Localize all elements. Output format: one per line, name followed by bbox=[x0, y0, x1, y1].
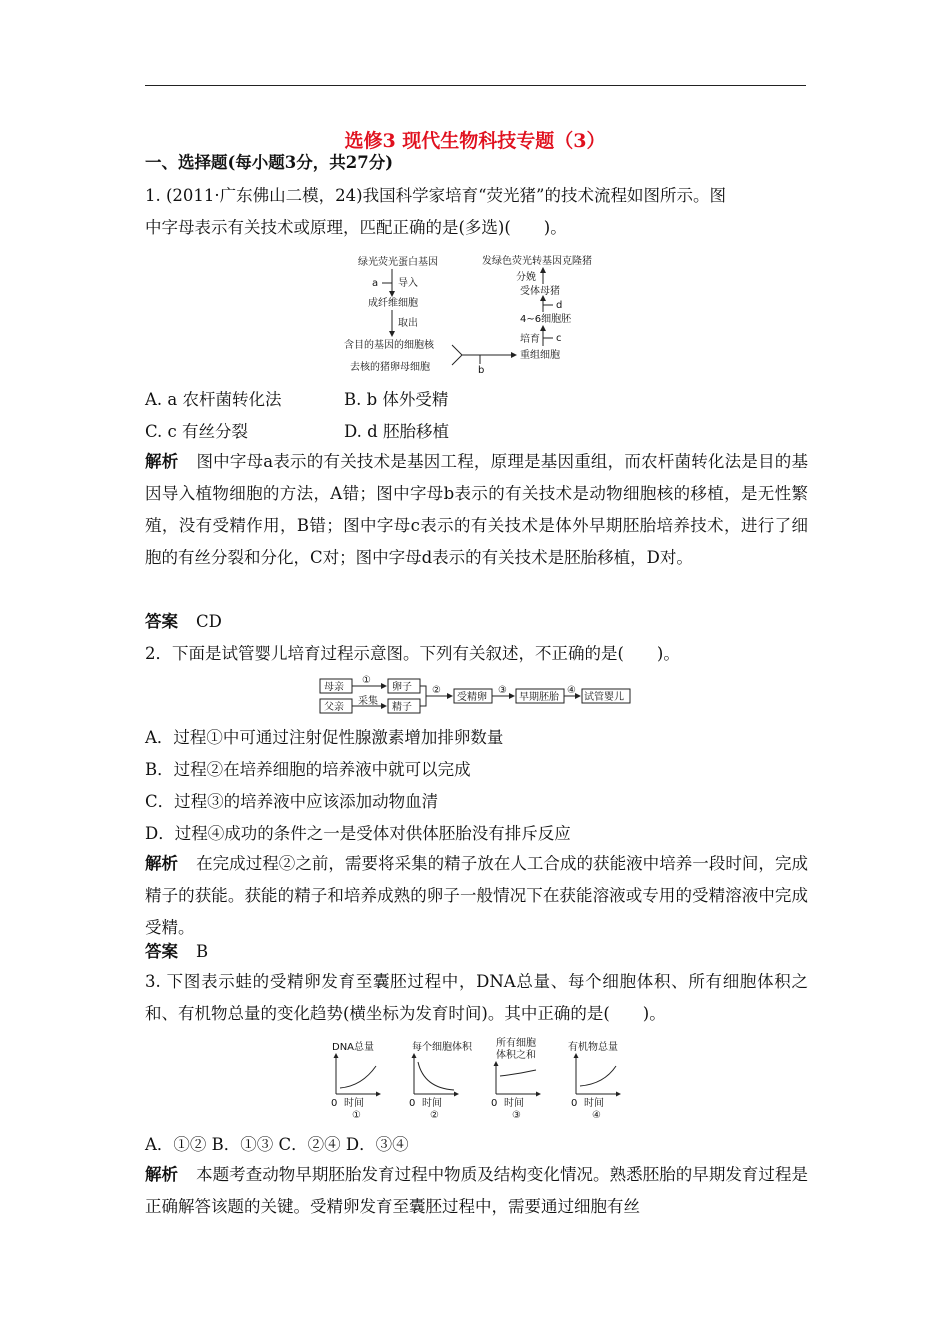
egg-label: 去核的猪卵母细胞 bbox=[350, 362, 430, 373]
fibroblast-label: 成纤维细胞 bbox=[368, 298, 418, 309]
q1-flow-diagram bbox=[330, 252, 620, 374]
q1-option-d: D. d 胚胎移植 bbox=[344, 422, 449, 441]
section-heading: 一、选择题(每小题3分，共27分) bbox=[145, 153, 394, 172]
q3-stem: 3. 下图表示蛙的受精卵发育至囊胚过程中，DNA总量、每个细胞体积、所有细胞体积之和、有机物总量的变化趋势(横坐标为发育时间)。其中正确的是( )。 bbox=[145, 972, 808, 1023]
q3-options: A．①② B．①③ C．②④ D．③④ bbox=[145, 1135, 409, 1154]
q3-graphs bbox=[322, 1036, 642, 1128]
q2-answer bbox=[145, 941, 208, 963]
step-3: ③ bbox=[498, 685, 507, 696]
q1-answer-value: CD bbox=[196, 612, 222, 631]
label-b: b bbox=[478, 365, 485, 374]
graph-3-xlabel: 时间 bbox=[504, 1098, 524, 1109]
mother-box: 母亲 bbox=[324, 682, 344, 693]
answer-label: 答案 bbox=[145, 942, 178, 961]
surrogate-label: 受体母猪 bbox=[520, 286, 560, 297]
graph-3-origin: 0 bbox=[491, 1098, 498, 1109]
label-a: a bbox=[372, 278, 379, 289]
q2-stem: 2．下面是试管婴儿培育过程示意图。下列有关叙述，不正确的是( )。 bbox=[145, 644, 680, 663]
extract-label: 取出 bbox=[398, 318, 418, 329]
early-embryo-box: 早期胚胎 bbox=[519, 692, 559, 703]
fluorescent-pig-label: 发绿色荧光转基因克隆猪 bbox=[482, 256, 592, 267]
q2-flow-diagram bbox=[318, 673, 634, 717]
q2-option-d: D．过程④成功的条件之一是受体对供体胚胎没有排斥反应 bbox=[145, 824, 571, 843]
graph-2-origin: 0 bbox=[409, 1098, 416, 1109]
birth-label: 分娩 bbox=[516, 272, 536, 283]
father-box: 父亲 bbox=[324, 702, 344, 713]
q2-analysis-text: 在完成过程②之前，需要将采集的精子放在人工合成的获能液中培养一段时间，完成精子的获能。获能的精子和培养成熟的卵子一般情况下在获能溶液或专用的受精溶液中完成受精。 bbox=[145, 854, 809, 937]
q1-option-b: B. b 体外受精 bbox=[344, 390, 449, 409]
q2-answer-value: B bbox=[196, 942, 209, 961]
graph-4-title: 有机物总量 bbox=[568, 1042, 618, 1053]
q1-answer bbox=[145, 611, 222, 633]
q3-analysis-text: 本题考查动物早期胚胎发育过程中物质及结构变化情况。熟悉胚胎的早期发育过程是正确解答该题的关键。受精卵发育至囊胚过程中，需要通过细胞有丝 bbox=[145, 1165, 809, 1216]
analysis-label: 解析 bbox=[145, 1165, 179, 1184]
q2-analysis bbox=[145, 848, 808, 944]
graph-1-number: ① bbox=[352, 1110, 361, 1121]
q1-analysis bbox=[145, 446, 808, 574]
graph-1-xlabel: 时间 bbox=[344, 1098, 364, 1109]
graph-2-number: ② bbox=[430, 1110, 439, 1121]
answer-label: 答案 bbox=[145, 612, 178, 631]
ivf-baby-box: 试管婴儿 bbox=[584, 692, 624, 703]
graph-1-title: DNA总量 bbox=[332, 1042, 375, 1053]
sperm-box: 精子 bbox=[392, 702, 412, 713]
analysis-label: 解析 bbox=[145, 452, 179, 471]
culture-label: 培育 bbox=[520, 334, 540, 345]
embryo-label: 4~6细胞胚 bbox=[520, 314, 572, 325]
graph-3-number: ③ bbox=[512, 1110, 521, 1121]
graph-3-title-line1: 所有细胞 bbox=[496, 1038, 536, 1049]
gfp-gene-label: 绿光荧光蛋白基因 bbox=[358, 257, 438, 268]
graph-2 bbox=[409, 1040, 473, 1121]
egg-box: 卵子 bbox=[392, 682, 412, 693]
fertilized-egg-box: 受精卵 bbox=[457, 692, 487, 703]
q1-option-a: A. a 农杆菌转化法 bbox=[145, 390, 282, 409]
graph-4 bbox=[568, 1040, 620, 1121]
graph-3 bbox=[491, 1036, 540, 1121]
analysis-label: 解析 bbox=[145, 854, 179, 873]
step-2: ② bbox=[432, 685, 441, 696]
collect-label: 采集 bbox=[358, 696, 378, 707]
q1-stem-line1: 1. (2011·广东佛山二模，24)我国科学家培育“荧光猪”的技术流程如图所示。图 bbox=[145, 186, 726, 205]
q3-analysis bbox=[145, 1159, 808, 1223]
q1-option-c: C. c 有丝分裂 bbox=[145, 422, 249, 441]
graph-4-origin: 0 bbox=[571, 1098, 578, 1109]
import-label: 导入 bbox=[398, 278, 418, 289]
label-c: c bbox=[556, 333, 562, 344]
recombinant-cell-label: 重组细胞 bbox=[520, 350, 560, 361]
step-1: ① bbox=[362, 675, 371, 686]
graph-1-origin: 0 bbox=[331, 1098, 338, 1109]
graph-3-title-line2: 体积之和 bbox=[496, 1050, 536, 1061]
graph-2-title: 每个细胞体积 bbox=[412, 1042, 472, 1053]
label-d: d bbox=[556, 300, 563, 311]
nucleus-label: 含目的基因的细胞核 bbox=[344, 340, 434, 351]
q1-stem-line2: 中字母表示有关技术或原理，匹配正确的是(多选)( )。 bbox=[145, 218, 567, 237]
q2-option-a: A．过程①中可通过注射促性腺激素增加排卵数量 bbox=[145, 728, 504, 747]
page-title: 选修3 现代生物科技专题（3） bbox=[344, 130, 606, 152]
step-4: ④ bbox=[567, 685, 576, 696]
graph-4-xlabel: 时间 bbox=[584, 1098, 604, 1109]
q2-option-c: C．过程③的培养液中应该添加动物血清 bbox=[145, 792, 439, 811]
q1-analysis-text: 图中字母a表示的有关技术是基因工程，原理是基因重组，而农杆菌转化法是目的基因导入植物细胞的方法，A错；图中字母b表示的有关技术是动物细胞核的移植，是无性繁殖，没有受精作用，B错；图中字母c表示的有关技术是体外早期胚胎培养技术，进行了细胞的有丝分裂和分化，C对；图中字母d表示的有关技术是胚胎移植，D对。 bbox=[145, 452, 809, 567]
graph-4-number: ④ bbox=[592, 1110, 601, 1121]
graph-2-xlabel: 时间 bbox=[422, 1098, 442, 1109]
header-rule bbox=[145, 85, 806, 86]
graph-1 bbox=[331, 1040, 380, 1121]
q2-option-b: B．过程②在培养细胞的培养液中就可以完成 bbox=[145, 760, 471, 779]
